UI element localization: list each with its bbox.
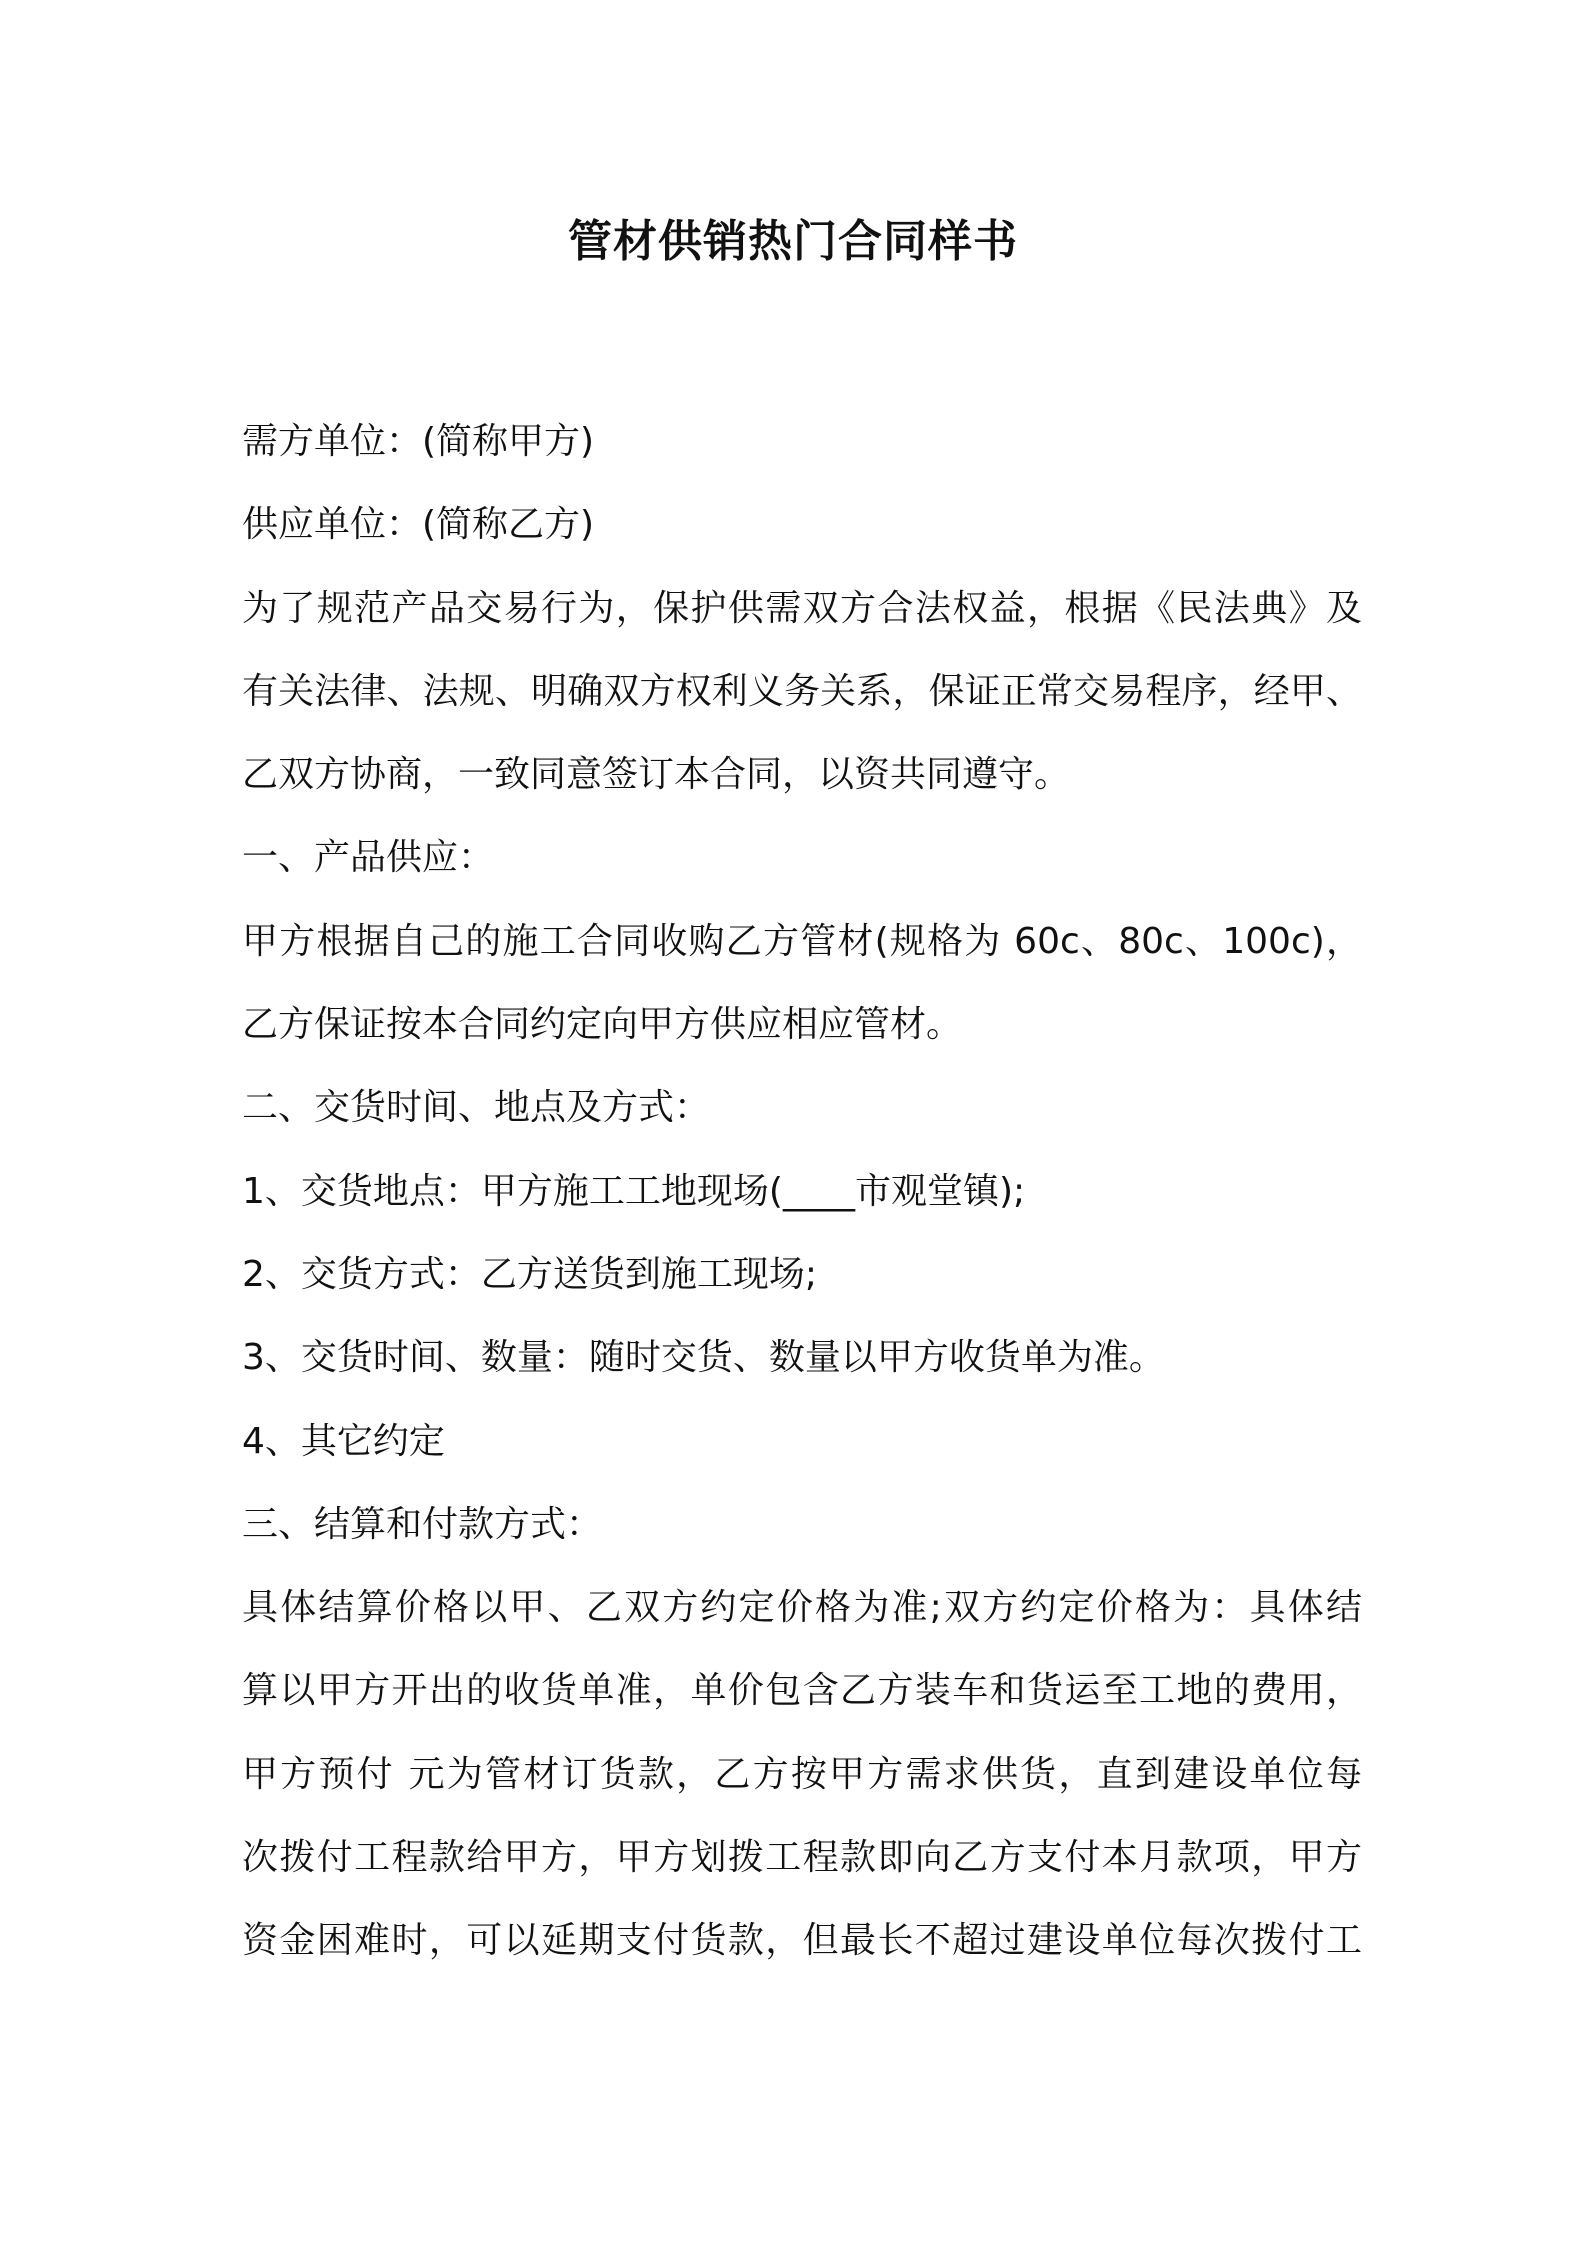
paragraph-line: 资金困难时，可以延期支付货款，但最长不超过建设单位每次拨付工: [242, 1920, 1362, 1962]
section-heading: 一、产品供应：: [242, 837, 495, 879]
list-item: 2、交货方式：乙方送货到施工现场;: [242, 1253, 818, 1295]
list-item: 3、交货时间、数量：随时交货、数量以甲方收货单为准。: [242, 1337, 1165, 1379]
document-body: [242, 400, 1362, 1983]
paragraph-line: 乙方保证按本合同约定向甲方供应相应管材。: [242, 1004, 963, 1046]
list-item: 1、交货地点：甲方施工工地现场(____市观堂镇);: [242, 1170, 1026, 1212]
paragraph-line: 甲方根据自己的施工合同收购乙方管材(规格为 60c、80c、100c)，: [242, 920, 1362, 962]
section-heading: 二、交货时间、地点及方式：: [242, 1087, 711, 1129]
section-heading: 三、结算和付款方式：: [242, 1503, 603, 1545]
document-title: 管材供销热门合同样书: [568, 216, 1018, 267]
paragraph-line: 具体结算价格以甲、乙双方约定价格为准;双方约定价格为：具体结: [242, 1587, 1362, 1629]
paragraph-line: 乙双方协商，一致同意签订本合同，以资共同遵守。: [242, 754, 1071, 796]
paragraph-line: 需方单位：(简称甲方): [242, 421, 595, 462]
paragraph-line: 有关法律、法规、明确双方权利义务关系，保证正常交易程序，经甲、: [242, 670, 1362, 712]
list-item: 4、其它约定: [242, 1420, 445, 1462]
paragraph-line: 为了规范产品交易行为，保护供需双方合法权益，根据《民法典》及: [242, 587, 1362, 629]
paragraph-line: 算以甲方开出的收货单准，单价包含乙方装车和货运至工地的费用，: [242, 1670, 1362, 1712]
paragraph-line: 甲方预付 元为管材订货款，乙方按甲方需求供货，直到建设单位每: [242, 1753, 1362, 1795]
paragraph-line: 供应单位：(简称乙方): [242, 504, 595, 546]
paragraph-line: 次拨付工程款给甲方，甲方划拨工程款即向乙方支付本月款项，甲方: [242, 1837, 1362, 1879]
